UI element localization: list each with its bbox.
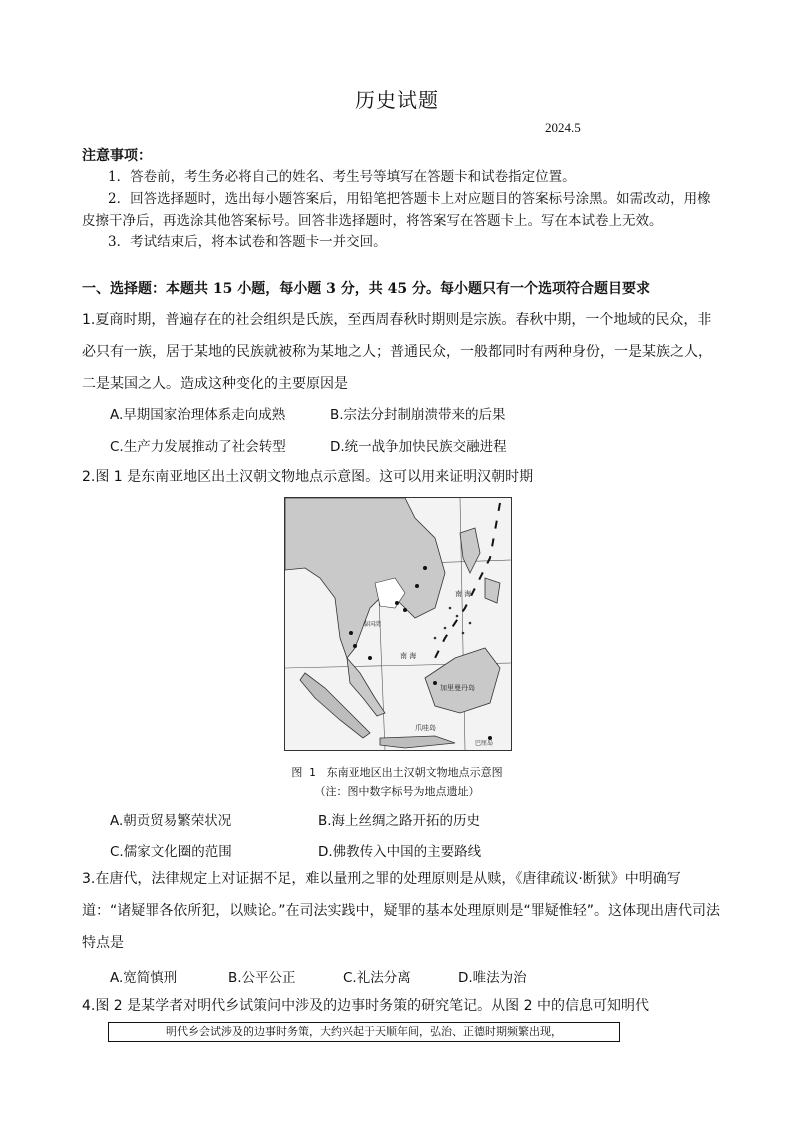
map-label-kalimantan: 加里曼丹岛 — [440, 684, 475, 692]
q3-option-b: B.公平公正 — [228, 970, 296, 986]
q3-option-a: A.宽简慎刑 — [110, 970, 178, 986]
map-label-bali: 巴厘岛 — [475, 740, 494, 747]
notice-item-2: 2．回答选择题时，选出每小题答案后，用铅笔把答题卡上对应题目的答案标号涂黑。如需改动，用橡皮擦干净后，再选涂其他答案标号。回答非选择题时，将答案写在答题卡上。写在本试卷上无效。 — [82, 191, 711, 229]
question-4-stem: 4.图 2 是某学者对明代乡试策问中涉及的边事时务策的研究笔记。从图 2 中的信息可知明代 — [82, 998, 649, 1014]
q1-option-d: D.统一战争加快民族交融进程 — [330, 439, 507, 455]
page-title: 历史试题 — [355, 88, 439, 112]
q2-option-d: D.佛教传入中国的主要路线 — [318, 844, 482, 860]
map-label-sea-south: 南 海 — [400, 652, 417, 660]
map-label-gulf: 泰国湾 — [363, 621, 382, 628]
figure-1-caption: 图 1 东南亚地区出土汉朝文物地点示意图 — [291, 766, 503, 779]
southeast-asia-map — [284, 497, 512, 751]
figure-1-note: （注：图中数字标号为地点遗址） — [314, 785, 480, 798]
q1-option-b: B.宗法分封制崩溃带来的后果 — [330, 407, 506, 423]
figure-2-note-box: 明代乡会试涉及的边事时务策，大约兴起于天顺年间，弘治、正德时期频繁出现， — [108, 1022, 620, 1042]
q2-option-b: B.海上丝绸之路开拓的历史 — [318, 813, 481, 829]
q1-option-a: A.早期国家治理体系走向成熟 — [110, 407, 286, 423]
notice-item-1: 1．答卷前，考生务必将自己的姓名、考生号等填写在答题卡和试卷指定位置。 — [108, 169, 576, 185]
notice-item-3: 3．考试结束后，将本试卷和答题卡一并交回。 — [108, 234, 387, 250]
q1-option-c: C.生产力发展推动了社会转型 — [110, 439, 286, 455]
exam-date: 2024.5 — [545, 120, 581, 135]
notice-title: 注意事项： — [82, 148, 152, 164]
q2-option-c: C.儒家文化圈的范围 — [110, 844, 232, 860]
map-label-java: 爪哇岛 — [415, 724, 436, 732]
q3-option-d: D.唯法为治 — [458, 970, 527, 986]
question-3-stem: 3.在唐代，法律规定上对证据不足，难以量刑之罪的处理原则是从赎，《唐律疏议·断狱》中明确写道：“诸疑罪各依所犯，以赎论。”在司法实践中，疑罪的基本处理原则是“罪疑惟轻”。这体现出唐代司法特点是 — [82, 871, 721, 951]
question-1-stem: 1.夏商时期，普遍存在的社会组织是氏族，至西周春秋时期则是宗族。春秋中期，一个地域的民众，非必只有一族，居于某地的民族就被称为某地之人；普通民众，一般都同时有两种身份，一是某族之人，二是某国之人。造成这种变化的主要原因是 — [82, 312, 712, 392]
question-2-stem: 2.图 1 是东南亚地区出土汉朝文物地点示意图。这可以用来证明汉朝时期 — [82, 469, 534, 485]
section-title: 一、选择题：本题共 15 小题，每小题 3 分，共 45 分。每小题只有一个选项符合题目要求 — [82, 281, 650, 297]
q3-option-c: C.礼法分离 — [343, 970, 411, 986]
map-label-sea-east: 南 海 — [455, 590, 472, 598]
q2-option-a: A.朝贡贸易繁荣状况 — [110, 813, 232, 829]
